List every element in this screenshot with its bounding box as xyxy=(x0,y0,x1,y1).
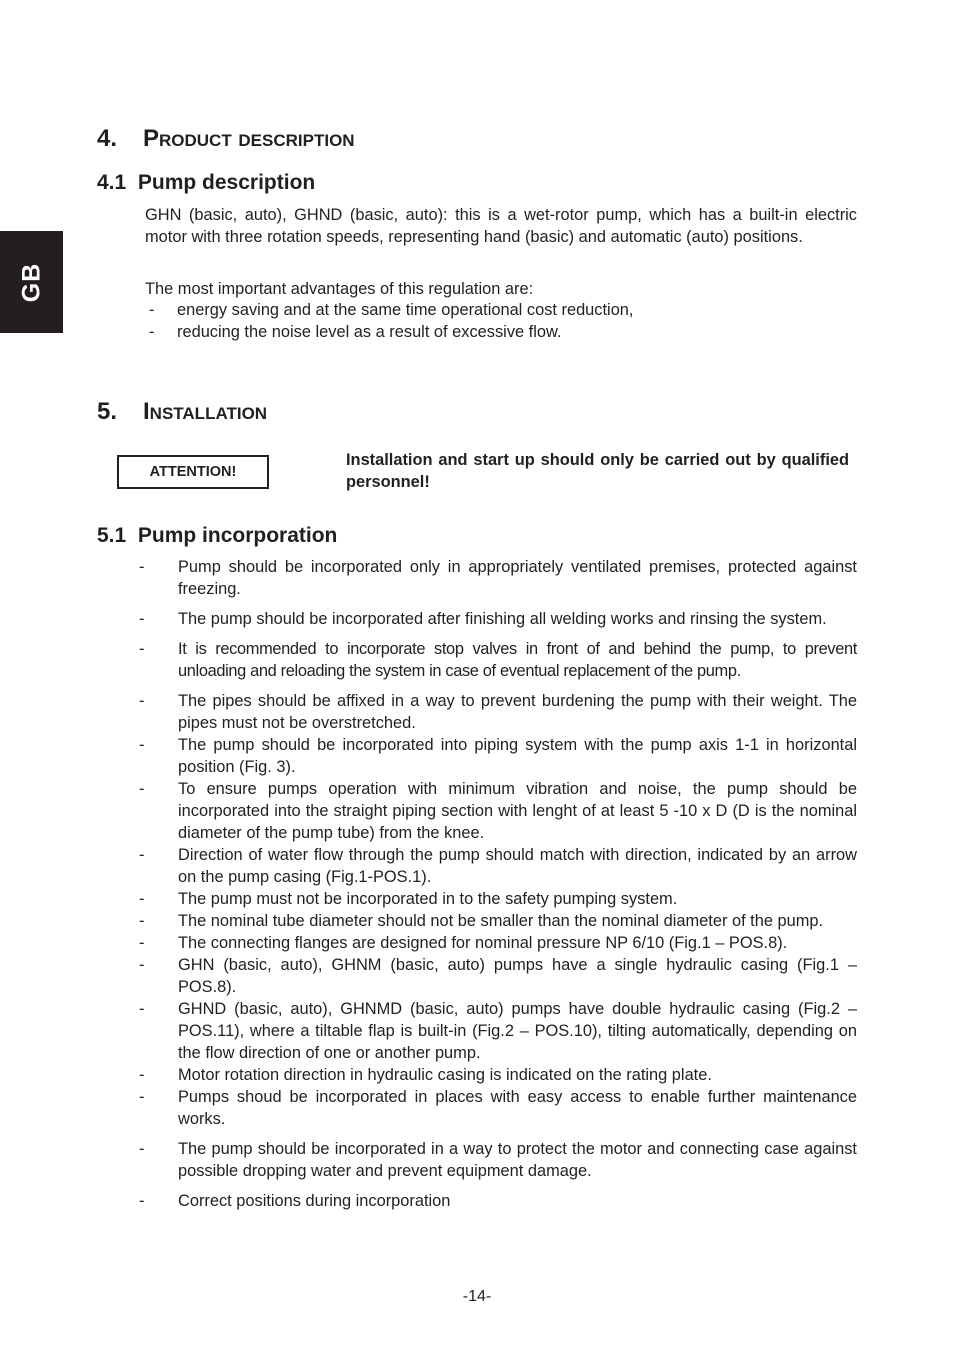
attention-warning-text: Installation and start up should only be carried out by qualified personnel! xyxy=(346,451,849,491)
list-item: - The pipes should be affixed in a way to prevent burdening the pump with their weight. The pipes must not be overstretched. xyxy=(137,690,857,734)
incorporation-list xyxy=(137,556,857,1212)
list-item: - Motor rotation direction in hydraulic casing is indicated on the rating plate. xyxy=(137,1064,857,1086)
list-item: - The pump should be incorporated in a way to protect the motor and connecting case against possible dropping water and prevent equipment damage. xyxy=(137,1138,857,1182)
advantages-intro: The most important advantages of this regulation are: xyxy=(145,280,534,298)
section-4-number: 4. xyxy=(97,125,118,152)
list-item: - To ensure pumps operation with minimum vibration and noise, the pump should be incorporated into the straight piping section with lenght of at least 5 -10 x D (D is the nominal diameter of the pump tube) from the knee. xyxy=(137,778,857,844)
section-4-heading xyxy=(97,125,355,153)
list-item: - Correct positions during incorporation xyxy=(137,1190,857,1212)
list-item: - The pump should be incorporated after finishing all welding works and rinsing the system. xyxy=(137,608,857,630)
section-5-1-heading xyxy=(97,524,337,548)
pump-description-paragraph: GHN (basic, auto), GHND (basic, auto): this is a wet-rotor pump, which has a built-in electric motor with three rotation speeds, representing hand (basic) and automatic (auto) positions. xyxy=(145,206,857,246)
list-item: - The pump should be incorporated into piping system with the pump axis 1-1 in horizontal position (Fig. 3). xyxy=(137,734,857,778)
page-number: -14- xyxy=(462,1288,492,1305)
section-4-1-title: Pump description xyxy=(137,171,316,194)
list-item: - It is recommended to incorporate stop valves in front of and behind the pump, to prevent unloading and reloading the system in case of eventual replacement of the pump. xyxy=(137,638,857,682)
list-item: - reducing the noise level as a result of excessive flow. xyxy=(145,321,857,343)
list-item: - Direction of water flow through the pump should match with direction, indicated by an arrow on the pump casing (Fig.1-POS.1). xyxy=(137,844,857,888)
section-4-1-heading xyxy=(97,171,315,195)
section-5-number: 5. xyxy=(97,398,118,425)
language-tab xyxy=(0,231,63,333)
section-5-title: Installation xyxy=(143,398,268,425)
list-item: - The connecting flanges are designed for nominal pressure NP 6/10 (Fig.1 – POS.8). xyxy=(137,932,857,954)
section-5-1-number: 5.1 xyxy=(97,524,127,547)
advantages-list xyxy=(145,299,857,343)
section-5-heading xyxy=(97,398,267,426)
attention-box: ATTENTION! xyxy=(117,455,269,489)
list-item: - energy saving and at the same time operational cost reduction, xyxy=(145,299,857,321)
language-tab-label: GB xyxy=(17,262,45,302)
section-4-title: Product description xyxy=(143,125,355,152)
list-item: - The pump must not be incorporated in to the safety pumping system. xyxy=(137,888,857,910)
section-4-1-number: 4.1 xyxy=(97,171,127,194)
list-item: - The nominal tube diameter should not be smaller than the nominal diameter of the pump. xyxy=(137,910,857,932)
list-item: - GHND (basic, auto), GHNMD (basic, auto) pumps have double hydraulic casing (Fig.2 – POS.11), where a tiltable flap is built-in (Fig.2 – POS.10), tilting automatically, depending on the flow direction of one or another pump. xyxy=(137,998,857,1064)
list-item: - Pump should be incorporated only in appropriately ventilated premises, protected against freezing. xyxy=(137,556,857,600)
section-5-1-title: Pump incorporation xyxy=(137,524,338,547)
list-item: - GHN (basic, auto), GHNM (basic, auto) pumps have a single hydraulic casing (Fig.1 – POS.8). xyxy=(137,954,857,998)
list-item: - Pumps shoud be incorporated in places with easy access to enable further maintenance works. xyxy=(137,1086,857,1130)
